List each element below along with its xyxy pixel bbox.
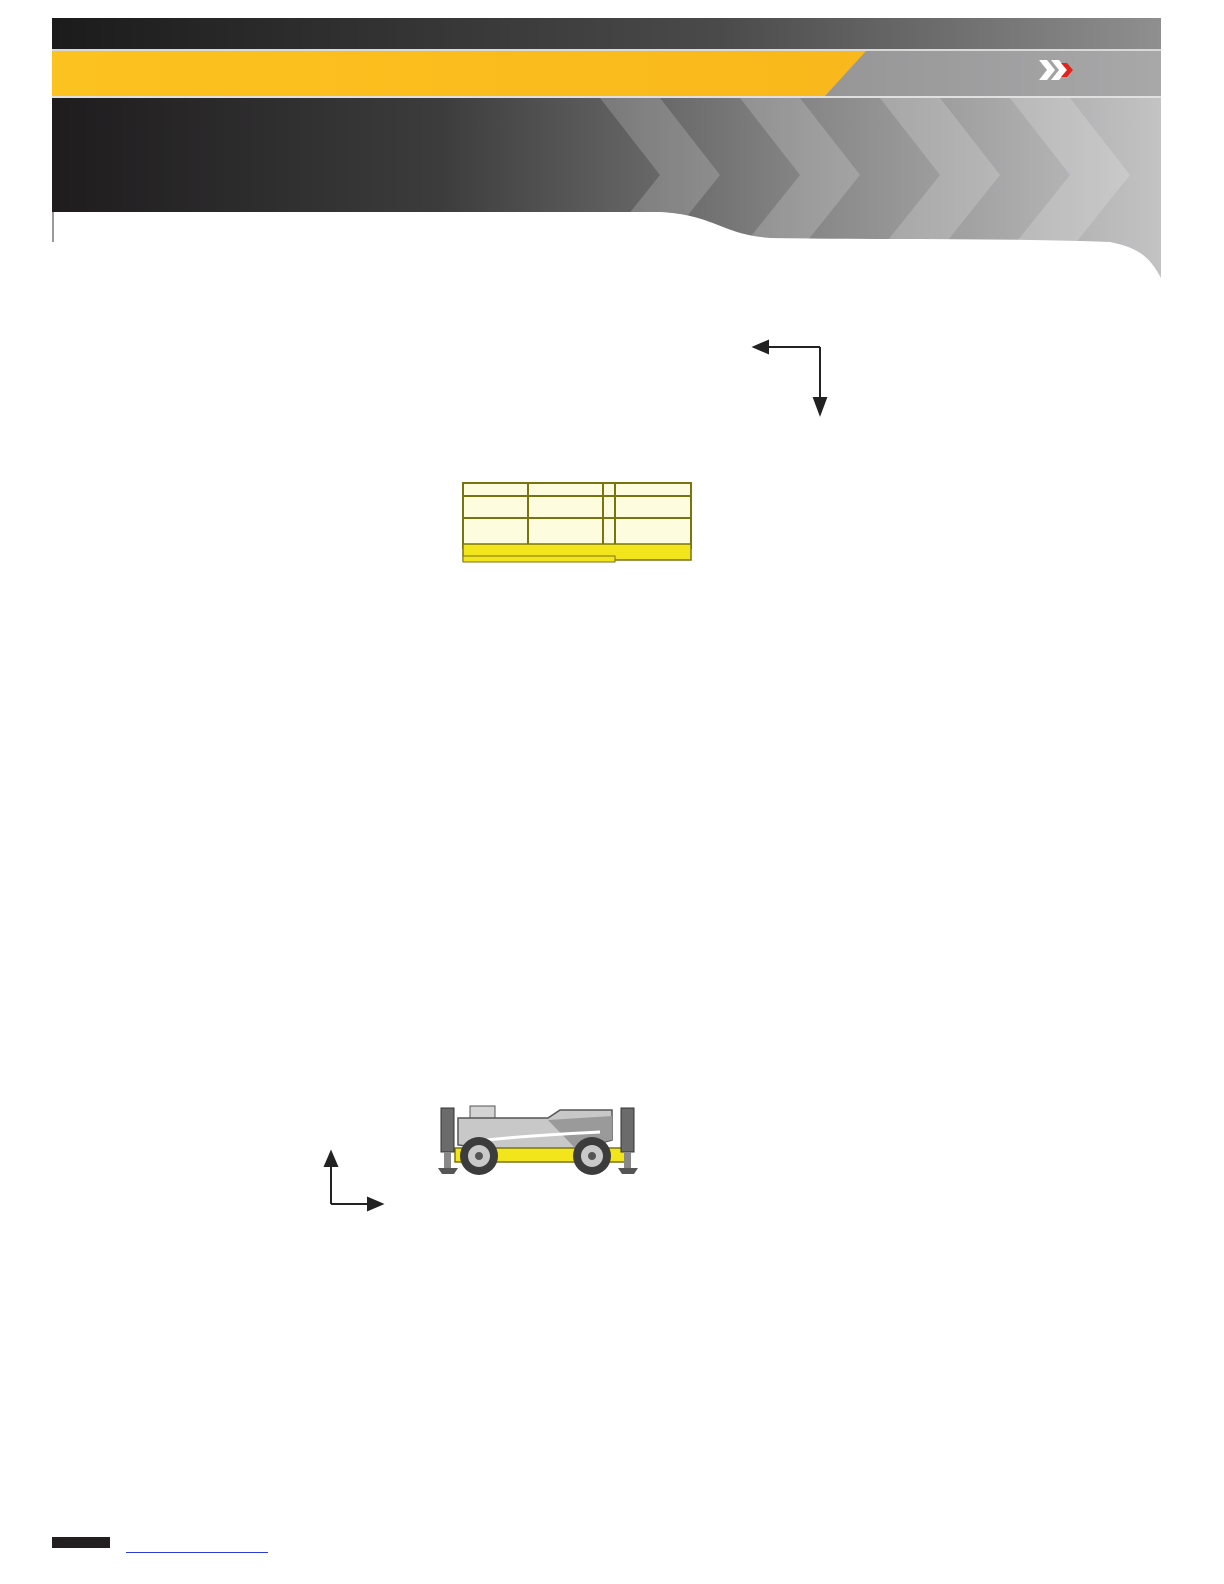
footer-link-underline[interactable] — [126, 1552, 268, 1553]
ft-direction-arrows — [754, 341, 826, 414]
scissor-lift-illustration — [438, 483, 691, 1175]
m-direction-arrows — [325, 1152, 382, 1210]
wheel-left — [460, 1137, 498, 1175]
wheel-right — [573, 1137, 611, 1175]
platform-guardrail — [463, 483, 691, 548]
footer-page-tab — [52, 1537, 110, 1548]
